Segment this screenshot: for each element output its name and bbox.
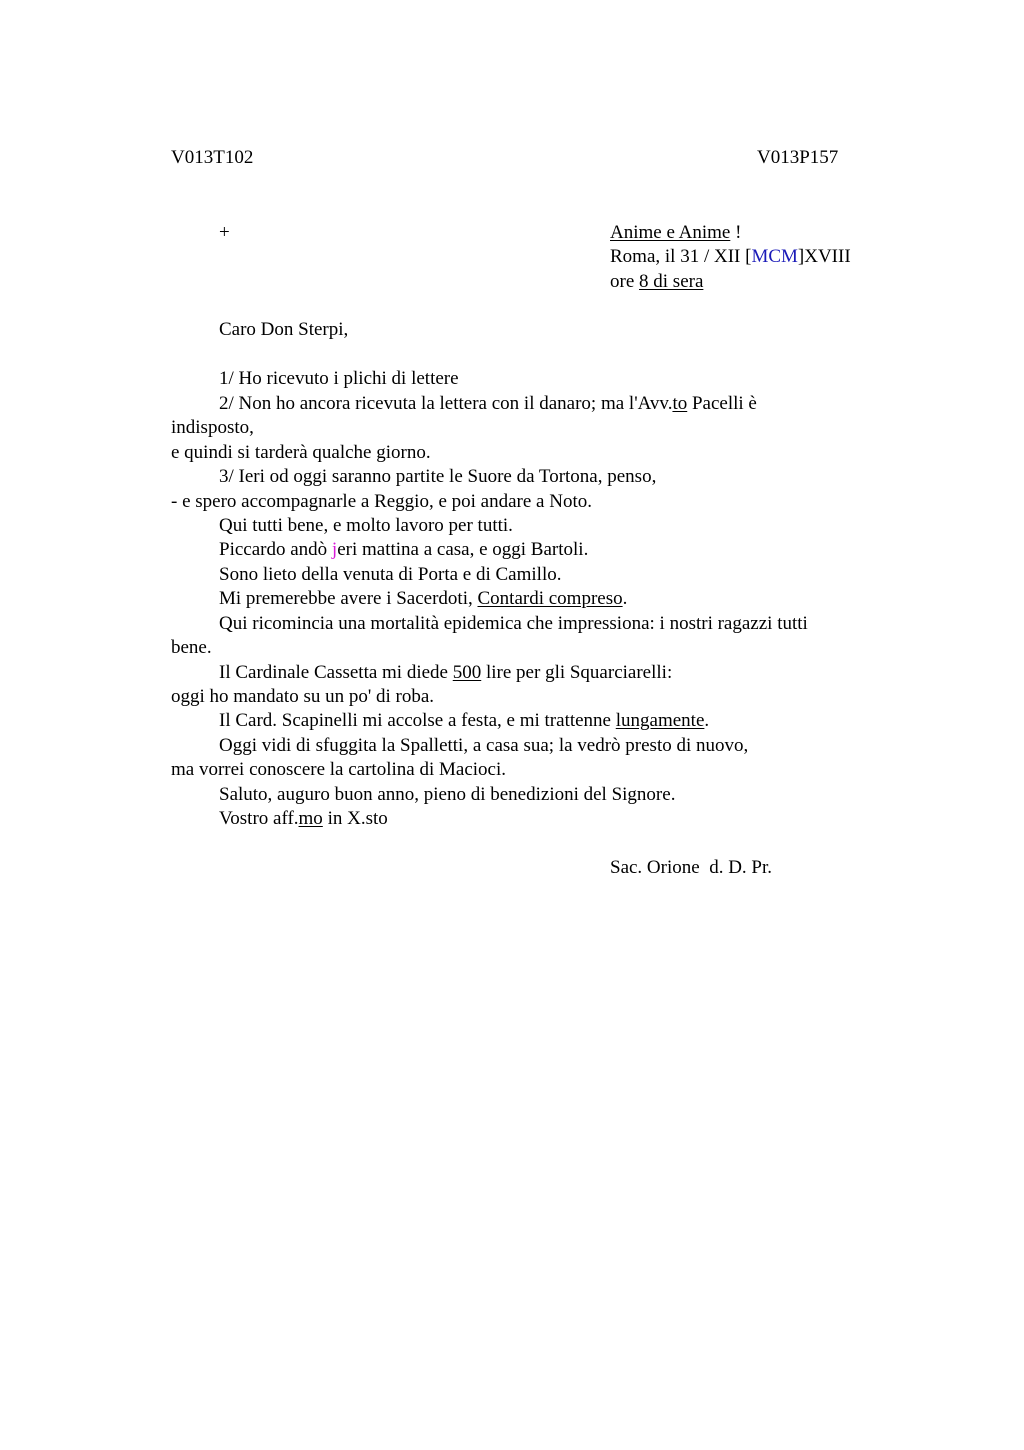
body-line-3: indisposto, bbox=[171, 417, 254, 438]
body-line-8-highlight: j bbox=[331, 539, 338, 560]
body-line-15 bbox=[219, 709, 709, 734]
signature: Sac. Orione d. D. Pr. bbox=[610, 857, 773, 878]
body-line-14: oggi ho mandato su un po' di roba. bbox=[171, 686, 435, 707]
doc-code-left: V013T102 bbox=[171, 147, 254, 168]
body-line-8-start: Piccardo andò bbox=[219, 539, 332, 560]
body-line-11: Qui ricomincia una mortalità epidemica che impressiona: i nostri ragazzi tutti bbox=[219, 613, 808, 634]
body-line-13-start: Il Cardinale Cassetta mi diede bbox=[219, 662, 453, 683]
date-prefix: Roma, il 31 / XII [ bbox=[610, 246, 752, 267]
body-line-6: - e spero accompagnarle a Reggio, e poi andare a Noto. bbox=[171, 491, 592, 512]
body-line-13-end: lire per gli Squarciarelli: bbox=[481, 662, 673, 683]
body-line-10-underlined: Contardi compreso bbox=[477, 588, 623, 609]
body-line-13 bbox=[219, 661, 672, 686]
cross-mark: + bbox=[219, 222, 230, 243]
motto-line bbox=[610, 221, 741, 246]
date-suffix: ]XVIII bbox=[797, 246, 851, 267]
body-line-7: Qui tutti bene, e molto lavoro per tutti. bbox=[219, 515, 513, 536]
body-line-18: Saluto, auguro buon anno, pieno di benedizioni del Signore. bbox=[219, 784, 676, 805]
body-line-13-underlined: 500 bbox=[452, 662, 482, 683]
motto-exclamation: ! bbox=[730, 222, 742, 243]
body-line-15-start: Il Card. Scapinelli mi accolse a festa, e mi trattenne bbox=[219, 710, 616, 731]
date-mcm: MCM bbox=[751, 246, 798, 267]
closing-underlined: mo bbox=[298, 808, 323, 829]
body-line-1: 1/ Ho ricevuto i plichi di lettere bbox=[219, 368, 459, 389]
salutation: Caro Don Sterpi, bbox=[219, 319, 349, 340]
time-prefix: ore bbox=[610, 271, 640, 292]
body-line-15-underlined: lungamente bbox=[615, 710, 705, 731]
date-line bbox=[610, 245, 851, 270]
body-line-4: e quindi si tarderà qualche giorno. bbox=[171, 442, 431, 463]
time-text: 8 di sera bbox=[639, 271, 704, 292]
body-line-5: 3/ Ieri od oggi saranno partite le Suore da Tortona, penso, bbox=[219, 466, 657, 487]
motto-text: Anime e Anime bbox=[610, 222, 731, 243]
doc-code-right: V013P157 bbox=[757, 147, 839, 168]
body-line-2-end: Pacelli è bbox=[687, 393, 757, 414]
body-line-8 bbox=[219, 538, 588, 563]
body-line-12: bene. bbox=[171, 637, 212, 658]
body-line-8-end: eri mattina a casa, e oggi Bartoli. bbox=[337, 539, 589, 560]
body-line-10-end: . bbox=[622, 588, 628, 609]
body-line-2 bbox=[219, 392, 757, 417]
body-line-2-underlined: to bbox=[672, 393, 688, 414]
body-line-16: Oggi vidi di sfuggita la Spalletti, a casa sua; la vedrò presto di nuovo, bbox=[219, 735, 749, 756]
body-line-10 bbox=[219, 587, 627, 612]
body-line-15-end: . bbox=[704, 710, 710, 731]
body-line-2-start: 2/ Non ho ancora ricevuta la lettera con il danaro; ma l'Avv. bbox=[219, 393, 673, 414]
time-line bbox=[610, 270, 703, 295]
closing-start: Vostro aff. bbox=[219, 808, 299, 829]
closing-end: in X.sto bbox=[322, 808, 388, 829]
closing-line bbox=[219, 807, 388, 832]
body-line-10-start: Mi premerebbe avere i Sacerdoti, bbox=[219, 588, 478, 609]
body-line-9: Sono lieto della venuta di Porta e di Camillo. bbox=[219, 564, 562, 585]
body-line-17: ma vorrei conoscere la cartolina di Macioci. bbox=[171, 759, 506, 780]
